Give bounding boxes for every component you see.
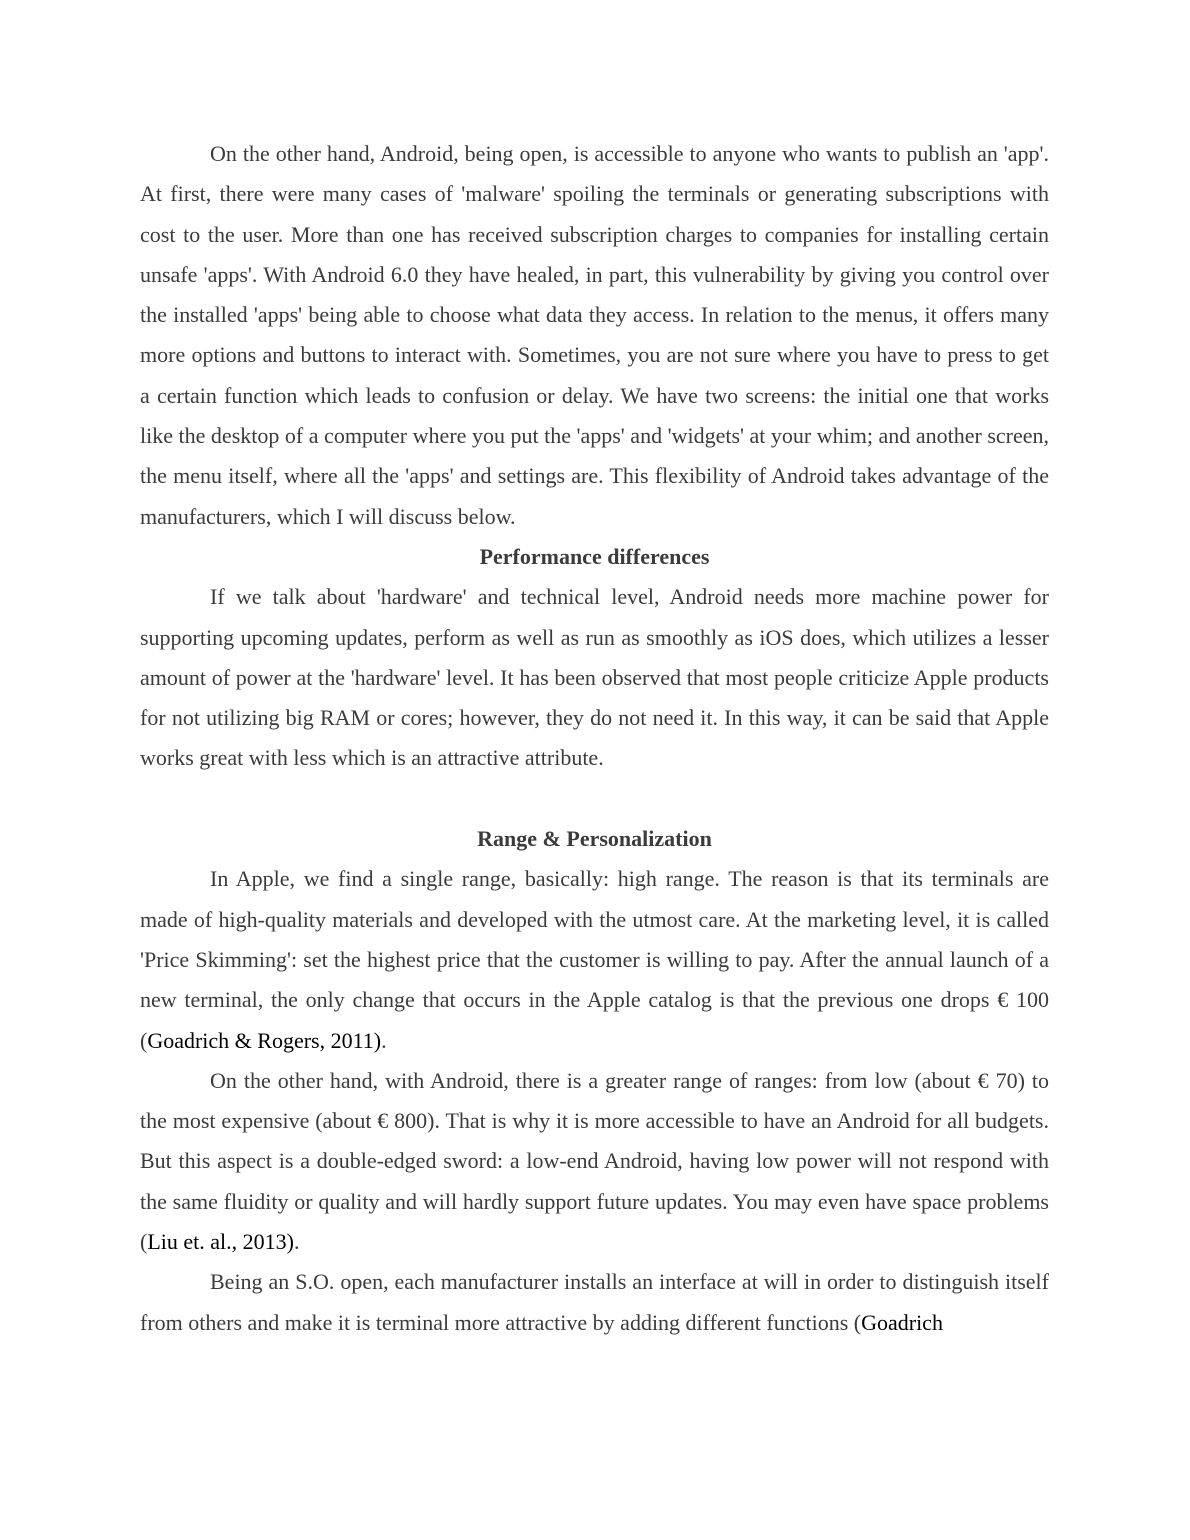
citation: Liu et. al., 2013) <box>147 1229 294 1255</box>
paragraph-android-openness: On the other hand, Android, being open, is accessible to anyone who wants to publish an 'app'. At first, there were many cases of 'malware' spoiling the terminals or generating subscriptions with cost to the user. More than one has received subscription charges to companies for installing certain unsafe 'apps'. With Android 6.0 they have healed, in part, this vulnerability by giving you control over the installed 'apps' being able to choose what data they access. In relation to the menus, it offers many more options and buttons to interact with. Sometimes, you are not sure where you have to press to get a certain function which leads to confusion or delay. We have two screens: the initial one that works like the desktop of a computer where you put the 'apps' and 'widgets' at your whim; and another screen, the menu itself, where all the 'apps' and settings are. This flexibility of Android takes advantage of the manufacturers, which I will discuss below. <box>140 141 1049 529</box>
paragraph-apple-range <box>140 859 1049 1060</box>
citation: Goadrich & Rogers, 2011) <box>147 1027 382 1053</box>
paragraph-end: . <box>293 1229 300 1255</box>
paragraph-text: Being an S.O. open, each manufacturer installs an interface at will in order to distinguish itself from others and make it is terminal more attractive by adding different functions ( <box>140 1269 1049 1335</box>
document-page <box>140 134 1049 1343</box>
paragraph-text: In Apple, we find a single range, basically: high range. The reason is that its terminals are made of high-quality materials and developed with the utmost care. At the marketing level, it is called 'Price Skimming': set the highest price that the customer is willing to pay. After the annual launch of a new terminal, the only change that occurs in the Apple catalog is that the previous one drops € 100 ( <box>140 866 1049 1053</box>
paragraph-android-range <box>140 1061 1049 1262</box>
citation: Goadrich <box>861 1309 943 1335</box>
paragraph-end: . <box>381 1027 387 1053</box>
heading-range-personalization: Range & Personalization <box>477 826 712 852</box>
heading-performance-differences: Performance differences <box>479 543 710 569</box>
paragraph-text: On the other hand, with Android, there is a greater range of ranges: from low (about € 70) to the most expensive (about € 800). That is why it is more accessible to have an Android for all budgets. But this aspect is a double-edged sword: a low-end Android, having low power will not respond with the same fluidity or quality and will hardly support future updates. You may even have space problems ( <box>140 1067 1049 1255</box>
blank-line <box>140 779 1049 819</box>
paragraph-performance: If we talk about 'hardware' and technical level, Android needs more machine power for supporting upcoming updates, perform as well as run as smoothly as iOS does, which utilizes a lesser amount of power at the 'hardware' level. It has been observed that most people criticize Apple products for not utilizing big RAM or cores; however, they do not need it. In this way, it can be said that Apple works great with less which is an attractive attribute. <box>140 584 1049 771</box>
paragraph-manufacturer-interface <box>140 1262 1049 1343</box>
